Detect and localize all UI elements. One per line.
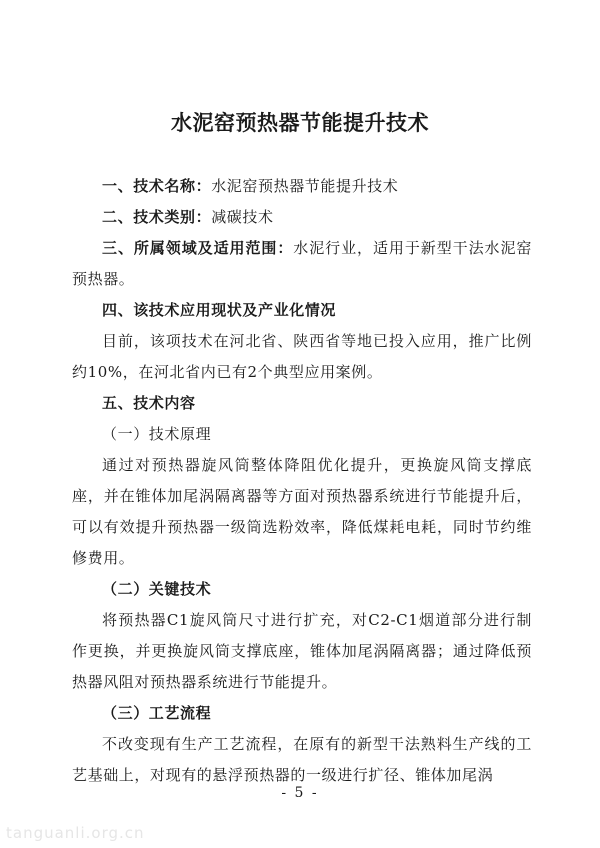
principle-text: 通过对预热器旋风筒整体降阻优化提升，更换旋风筒支撑底座，并在锥体加尾涡隔离器等方面对预热器系统进行节能提升后，可以有效提升预热器一级筒选粉效率，降低煤耗电耗，同时节约维修费用。 <box>72 456 532 567</box>
tech-name-line <box>72 171 532 202</box>
page-number: - 5 - <box>281 785 319 801</box>
principle-heading: （一）技术原理 <box>102 425 212 443</box>
document-title: 水泥窑预热器节能提升技术 <box>171 110 429 135</box>
section4-text: 目前，该项技术在河北省、陕西省等地已投入应用，推广比例约10%，在河北省内已有2个典型应用案例。 <box>72 332 532 381</box>
tech-name-label: 一、技术名称： <box>102 177 212 195</box>
tech-category-value: 减碳技术 <box>211 208 274 226</box>
tech-name-value: 水泥窑预热器节能提升技术 <box>211 177 399 195</box>
section5-heading: 五、技术内容 <box>102 394 196 412</box>
watermark: tanguanli.org.cn <box>6 824 145 842</box>
process-heading: （三）工艺流程 <box>102 704 212 722</box>
process-text: 不改变现有生产工艺流程，在原有的新型干法熟料生产线的工艺基础上，对现有的悬浮预热器的一级进行扩径、锥体加尾涡 <box>72 735 532 784</box>
key-tech-heading: （二）关键技术 <box>102 580 212 598</box>
tech-category-label: 二、技术类别： <box>102 208 212 226</box>
key-tech-text: 将预热器C1旋风筒尺寸进行扩充，对C2-C1烟道部分进行制作更换，并更换旋风筒支撑底座，锥体加尾涡隔离器；通过降低预热器风阻对预热器系统进行节能提升。 <box>72 611 532 691</box>
tech-scope-value: 水泥行业，适用于新型干法水泥窑预热器。 <box>72 239 532 288</box>
tech-category-line <box>72 202 532 233</box>
document-body <box>72 171 532 791</box>
tech-scope-line <box>72 233 532 295</box>
tech-scope-label: 三、所属领域及适用范围： <box>102 239 294 257</box>
section4-heading: 四、该技术应用现状及产业化情况 <box>102 301 337 319</box>
